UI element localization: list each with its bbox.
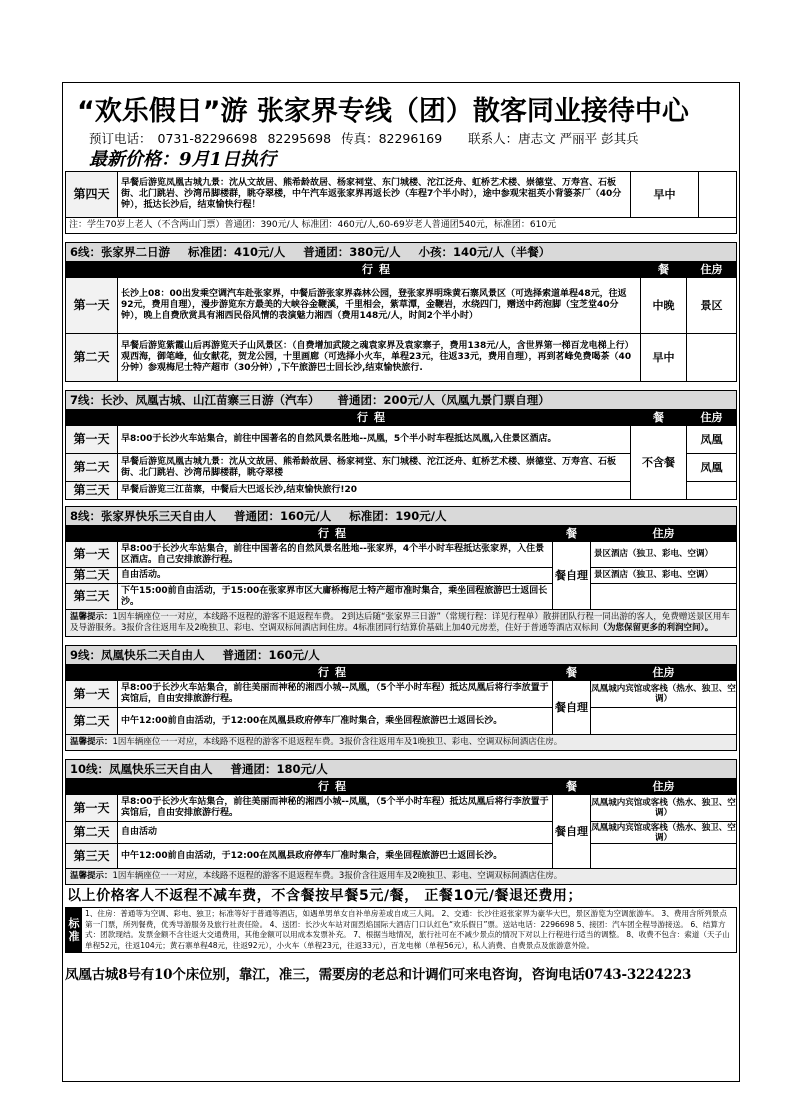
day-label: 第三天: [66, 844, 118, 869]
tip-bold-text: （为您保留更多的利润空间）。: [598, 623, 714, 633]
line10-tip: [65, 869, 737, 885]
tip-label: 温馨提示：: [70, 871, 113, 881]
line9-table: [65, 664, 737, 735]
top-block: [63, 171, 739, 234]
line9-title-bar: [65, 645, 737, 664]
itinerary-text: 早餐后游览紫霞山后再游览天子山风景区：（自费增加武陵之魂袁家界及袁家寨子，费用138元/人，含世界第一梯百龙电梯上行）观西海，御笔峰，仙女献花，贺龙公园，十里画廊（可选择小火车，单程23元，往返33元，费用自理），再到茗峰免费喝茶（40分钟）参观梅尼士特产超市（30分钟）,下午旅游巴士回长沙,结束愉快旅行.: [118, 334, 641, 382]
line7-normal-price: 普通团：200元/人（凤凰九景门票自理）: [337, 393, 550, 407]
meal-cell: 不含餐: [631, 426, 687, 500]
itinerary-text: 自由活动。: [118, 568, 553, 584]
meal-cell: 餐自理: [553, 681, 591, 735]
day-label: 第四天: [66, 172, 118, 218]
hotel-cell: [591, 584, 737, 610]
meal-cell: 早中: [641, 334, 687, 382]
line7-table: [65, 409, 737, 500]
tip-text: 1因车辆座位一一对应，本线路不返程的游客不退返程车费。3报价含往返用车及2晚独卫、彩电、空调双标间酒店住房。: [112, 871, 563, 881]
hotel-cell: 景区酒店（独卫、彩电、空调）: [591, 568, 737, 584]
line7-title: 7线：长沙、凤凰古城、山江苗寨三日游（汽车）: [70, 393, 320, 407]
itinerary-text: 早餐后游览三江苗寨，中餐后大巴返长沙,结束愉快旅行!20: [118, 482, 631, 500]
hotel-cell: 景区: [687, 278, 737, 334]
hotel-header: 住房: [591, 779, 737, 795]
itinerary-header: 行程: [118, 779, 553, 795]
line6-normal-price: 普通团：380元/人: [303, 245, 401, 259]
hotel-cell: 凤凰: [687, 454, 737, 482]
line6-child-price: 小孩：140元/人（半餐）: [418, 245, 551, 259]
meal-cell: 餐自理: [553, 542, 591, 610]
footer-advert: 凤凰古城8号有10个床位别，靠江，准三，需要房的老总和计调们可来电咨询，咨询电话0743-3224223: [65, 967, 692, 983]
tip-text: 1因车辆座位一一对应，本线路不返程的游客不退返程车费。3报价含往返用车及1晚独卫、彩电、空调双标间酒店住房。: [112, 737, 563, 747]
hotel-header: 住房: [591, 665, 737, 681]
standard-text: 1、住房：普通等为空调、彩电、独卫；标准等好于普通等酒店，如遇单男单女自补单房差或自成三人间。 2、交通：长沙往返张家界为豪华大巴，景区游览为空调旅游车。 3、费用含所列景点第一门票，所列餐费，优秀导游服务及旅行社责任险。 4、送团：长沙火车站对面烈焰国际大酒店门口认红色“欢乐假日”票。送站电话：2296698 5、接团：汽车团全程导游接送。 6、结算方式：团款现结。发票金额不含往返大交通费用，其他金额可以用成本发票补充。 7、根据当地情况，旅行社可在不减少景点的情况下对以上行程进行适当的调整。 8、收费不包含：索道（天子山单程52元，往返104元；黄石寨单程48元，往返92元），小火车（单程23元，往返33元），百龙电梯（单程56元），私人消费、自费景点及旅游意外险。: [85, 909, 730, 950]
line6-std-price: 标准团：410元/人: [188, 245, 286, 259]
line10-table: [65, 778, 737, 869]
hotel-cell: [687, 334, 737, 382]
itinerary-text: 早8:00于长沙火车站集合，前往中国著名的自然风景名胜地--张家界，4个半小时车程抵达张家界，入住景区酒店。自己安排旅游行程。: [118, 542, 553, 568]
tip-label: 温馨提示：: [70, 612, 113, 622]
itinerary-text: 长沙上08：00出发乘空调汽车赴张家界，中餐后游张家界森林公园，登张家界明珠黄石寨风景区（可选择索道单程48元，往返92元，费用自理），漫步游览东方最美的大峡谷金鞭溪，千里相会，紫草潭，金鞭岩，水绕四门，赠送中药泡脚（宝芝堂40分钟），晚上自费欣赏具有湘西民俗风情的表演魅力湘西（费用148元/人，时间2个半小时）: [118, 278, 641, 334]
meal-cell: 餐自理: [553, 795, 591, 869]
contact-line: [63, 127, 739, 147]
meal-header: 餐: [553, 665, 591, 681]
tip-text: 1因车辆座位一一对应，本线路不返程的游客不退返程车费。 2到达后随“张家界三日游”（常规行程：详见行程单）散拼团队行程一同出游的客人，免费赠送景区用车及导游服务。3报价含往返用车及2晚独卫、彩电、空调双标间酒店间住房。4标准团同行结算价基础上加40元房差，住好于普通等酒店双标间: [70, 612, 730, 633]
itinerary-header: 行程: [118, 410, 631, 426]
meal-header: 餐: [631, 410, 687, 426]
price-effective-note: 最新价格：9月1日执行: [89, 149, 277, 170]
line9-section: [63, 645, 739, 751]
hotel-cell: [687, 482, 737, 500]
refund-policy: 以上价格客人不返程不减车费，不含餐按早餐5元/餐， 正餐10元/餐退还费用；: [67, 888, 583, 904]
hotel-header: 住房: [687, 262, 737, 278]
day-label: 第二天: [66, 454, 118, 482]
itinerary-text: 中午12:00前自由活动，于12:00在凤凰县政府停车厂准时集合，乘坐回程旅游巴士返回长沙。: [118, 844, 553, 869]
line8-tip: [65, 610, 737, 637]
line8-normal-price: 普通团：160元/人: [234, 509, 332, 523]
fax-number: 传真：82296169: [341, 131, 443, 146]
hotel-cell: 凤凰城内宾馆或客栈（热水、独卫、空调）: [591, 795, 737, 822]
day-label: 第一天: [66, 681, 118, 708]
phone-number-2: 82295698: [267, 131, 332, 146]
standard-label: 标准: [66, 908, 82, 952]
line6-section: [63, 242, 739, 382]
line10-title: 10线：凤凰快乐三天自由人: [70, 762, 213, 776]
itinerary-text: 早餐后游览凤凰古城九景：沈从文故居、熊希龄故居、杨家祠堂、东门城楼、沱江泛舟、虹桥艺术楼、崇德堂、万寿宫、石板街、北门跳岩、沙湾吊脚楼群，眺夺翠楼: [118, 454, 631, 482]
itinerary-header: 行程: [118, 526, 553, 542]
day-label: 第二天: [66, 334, 118, 382]
day-label: 第一天: [66, 795, 118, 822]
day-label: 第三天: [66, 482, 118, 500]
senior-price-note: 注：学生70岁上老人（不含两山门票）普通团：390元/人 标准团：460元/人,60-69岁老人普通团540元，标准团：610元: [65, 218, 737, 234]
phone-number-1: 0731-82296698: [157, 131, 258, 146]
itinerary-text: 早8:00于长沙火车站集合，前往美丽而神秘的湘西小城--凤凰，（5个半小时车程）抵达凤凰后将行李放置于宾馆后，自由安排旅游行程。: [118, 681, 553, 708]
itinerary-header: 行程: [118, 665, 553, 681]
meal-header: 餐: [553, 526, 591, 542]
meal-cell: 早中: [631, 172, 699, 218]
flyer-page: [62, 82, 740, 1082]
hotel-cell: 凤凰城内宾馆或客栈（热水、独卫、空调）: [591, 822, 736, 843]
line8-std-price: 标准团：190元/人: [349, 509, 447, 523]
line10-section: [63, 759, 739, 885]
day-label: 第二天: [66, 708, 118, 735]
line6-title: 6线：张家界二日游: [70, 245, 171, 259]
hotel-header: 住房: [591, 526, 737, 542]
itinerary-text: 早8:00于长沙火车站集合，前往美丽而神秘的湘西小城--凤凰，（5个半小时车程）抵达凤凰后将行李放置于宾馆后，自由安排旅游行程。: [118, 795, 553, 822]
line7-section: [63, 390, 739, 500]
day4-table: [65, 171, 737, 218]
day-label: 第一天: [66, 542, 118, 568]
contact-persons: 联系人：唐志文 严丽平 彭其兵: [468, 131, 639, 146]
itinerary-text: 下午15:00前自由活动，于15:00在张家界市区大庸桥梅尼士特产超市准时集合，乘坐回程旅游巴士返回长沙。: [118, 584, 553, 610]
hotel-cell: [591, 844, 737, 869]
itinerary-text: 早餐后游览凤凰古城九景：沈从文故居、熊希龄故居、杨家祠堂、东门城楼、沱江泛舟、虹桥艺术楼、崇德堂、万寿宫、石板街、北门跳岩、沙湾吊脚楼群，眺夺翠楼，中午汽车返张家界再返长沙（车程7个半小时），途中参观宋祖英小背篓茶厂（40分钟），抵达长沙后，结束愉快行程！: [118, 172, 631, 218]
day-label: 第三天: [66, 584, 118, 610]
line8-section: [63, 506, 739, 637]
itinerary-text: 中午12:00前自由活动，于12:00在凤凰县政府停车厂准时集合，乘坐回程旅游巴士返回长沙。: [118, 708, 553, 735]
line10-title-bar: [65, 759, 737, 778]
line10-normal-price: 普通团：180元/人: [230, 762, 328, 776]
line7-title-bar: [65, 390, 737, 409]
itinerary-text: 早8:00于长沙火车站集合，前往中国著名的自然风景名胜地--凤凰，5个半小时车程抵达凤凰,入住景区酒店。: [118, 426, 631, 454]
phone-label: 预订电话：: [89, 131, 152, 146]
tip-label: 温馨提示：: [70, 737, 113, 747]
line9-tip: [65, 735, 737, 751]
line9-title: 9线：凤凰快乐二天自由人: [70, 648, 205, 662]
day-label: 第一天: [66, 278, 118, 334]
line9-normal-price: 普通团：160元/人: [222, 648, 320, 662]
line8-title-bar: [65, 506, 737, 525]
itinerary-header: 行程: [118, 262, 641, 278]
line6-table: [65, 261, 737, 382]
page-title: “欢乐假日”游 张家界专线（团）散客同业接待中心: [77, 96, 689, 127]
hotel-header: 住房: [687, 410, 737, 426]
meal-header: 餐: [553, 779, 591, 795]
hotel-cell: 凤凰城内宾馆或客栈（热水、独卫、空调）: [591, 681, 737, 708]
day-label: 第二天: [66, 568, 118, 584]
itinerary-text: 自由活动: [118, 822, 553, 844]
meal-header: 餐: [641, 262, 687, 278]
hotel-cell: 凤凰: [687, 426, 737, 454]
hotel-cell: 景区酒店（独卫、彩电、空调）: [591, 542, 737, 568]
standard-section: [63, 907, 739, 953]
line8-title: 8线：张家界快乐三天自由人: [70, 509, 217, 523]
line6-title-bar: [65, 242, 737, 261]
meal-cell: 中晚: [641, 278, 687, 334]
day-label: 第一天: [66, 426, 118, 454]
line8-table: [65, 525, 737, 610]
day-label: 第二天: [66, 822, 118, 844]
